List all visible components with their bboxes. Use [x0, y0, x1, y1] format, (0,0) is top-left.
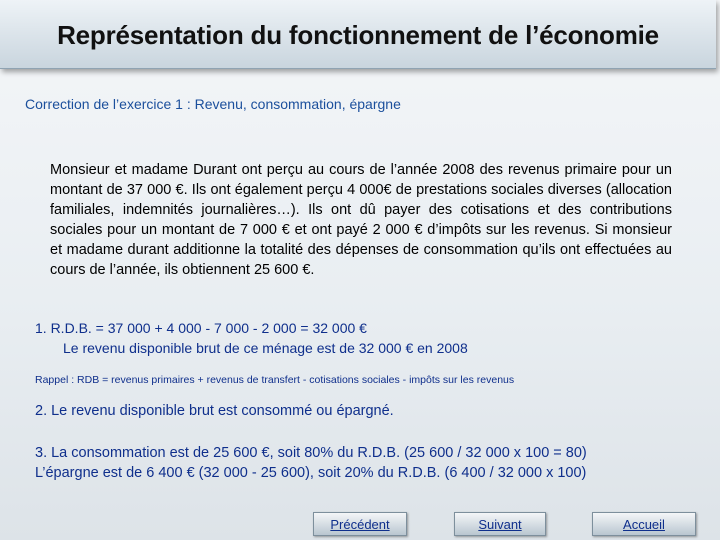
exercise-statement: Monsieur et madame Durant ont perçu au cours de l’année 2008 des revenus primaire pour un montant de 37 000 €. Ils ont également perçu 4 000€ de prestations sociales diverses (allocation familiales, indemnités journalières…). Ils ont dû payer des cotisations et des contributions sociales pour un montant de 7 000 € et ont payé 2 000 € d’impôts sur les revenus. Si monsieur et madame durant additionne la totalité des dépenses de consommation qu’ils ont effectuées au cours de l’année, ils obtiennent 25 600 €.: [50, 162, 672, 278]
answer-2: 2. Le revenu disponible brut est consommé ou épargné.: [35, 403, 394, 419]
answer-3-savings: L’épargne est de 6 400 € (32 000 - 25 600), soit 20% du R.D.B. (6 400 / 32 000 x 100): [35, 465, 587, 481]
previous-button[interactable]: Précédent: [313, 512, 407, 536]
title-bar: [0, 0, 716, 69]
exercise-subtitle: Correction de l’exercice 1 : Revenu, consommation, épargne: [25, 96, 401, 112]
answer-1-conclusion: Le revenu disponible brut de ce ménage est de 32 000 € en 2008: [63, 340, 468, 356]
home-button[interactable]: Accueil: [592, 512, 696, 536]
page-title: Représentation du fonctionnement de l’économie: [57, 20, 659, 50]
answer-3: [35, 443, 587, 483]
next-button[interactable]: Suivant: [454, 512, 546, 536]
rappel-note: Rappel : RDB = revenus primaires + revenus de transfert - cotisations sociales - impôts sur les revenus: [35, 374, 515, 386]
answer-1: [35, 318, 468, 358]
answer-1-formula: 1. R.D.B. = 37 000 + 4 000 - 7 000 - 2 000 = 32 000 €: [35, 320, 367, 336]
answer-3-consumption: 3. La consommation est de 25 600 €, soit 80% du R.D.B. (25 600 / 32 000 x 100 = 80): [35, 445, 587, 461]
